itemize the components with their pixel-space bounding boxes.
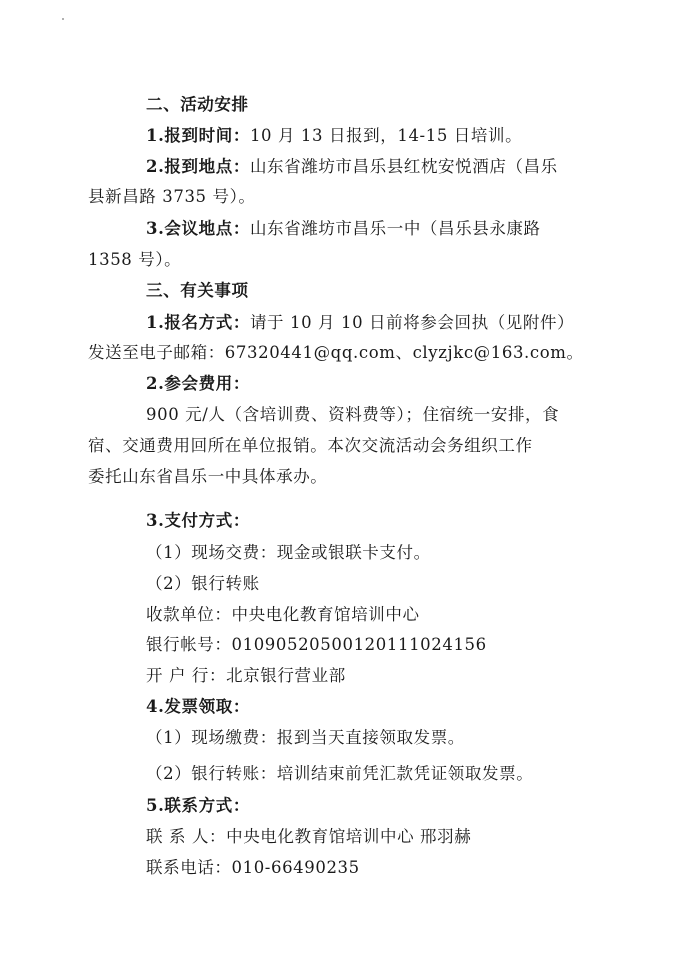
fee-label: 2.参会费用：: [146, 374, 250, 393]
contact-phone-line: 联系电话：010-66490235: [146, 858, 360, 877]
venue-value: 山东省潍坊市昌乐一中（昌乐县永康路: [249, 219, 541, 238]
payment-option-1: （1）现场交费：现金或银联卡支付。: [146, 543, 431, 562]
bank-line: 开 户 行：北京银行营业部: [146, 666, 346, 685]
scan-speck: [62, 18, 64, 20]
report-place-value-cont: 县新昌路 3735 号）。: [88, 187, 256, 206]
signup-label: 1.报名方式：: [146, 313, 250, 332]
signup-value: 请于 10 月 10 日前将参会回执（见附件）: [249, 313, 575, 332]
report-place-label: 2.报到地点：: [146, 157, 250, 176]
contact-person-line: 联 系 人：中央电化教育馆培训中心 邢羽赫: [146, 827, 472, 846]
payment-option-2: （2）银行转账: [146, 574, 260, 593]
report-time-line: [146, 125, 522, 147]
report-place-line: [146, 156, 558, 178]
signup-email-line: 发送至电子邮箱：67320441@qq.com、clyzjkc@163.com。: [88, 343, 584, 362]
venue-value-cont: 1358 号）。: [88, 250, 182, 269]
section-3-heading: 三、有关事项: [146, 281, 249, 300]
fee-line-2: 宿、交通费用回所在单位报销。本次交流活动会务组织工作: [88, 436, 533, 455]
invoice-option-2: （2）银行转账：培训结束前凭汇款凭证领取发票。: [146, 764, 534, 783]
venue-label: 3.会议地点：: [146, 219, 250, 238]
venue-line: [146, 218, 541, 240]
invoice-label: 4.发票领取：: [146, 697, 250, 716]
account-line: 银行帐号：01090520500120111024156: [146, 635, 487, 654]
report-place-value: 山东省潍坊市昌乐县红枕安悦酒店（昌乐: [249, 157, 558, 176]
contact-label: 5.联系方式：: [146, 796, 250, 815]
fee-line-3: 委托山东省昌乐一中具体承办。: [88, 467, 328, 486]
signup-line: [146, 312, 574, 334]
report-time-value: 10 月 13 日报到，14-15 日培训。: [249, 126, 523, 145]
section-2-heading: 二、活动安排: [146, 95, 249, 114]
report-time-label: 1.报到时间：: [146, 126, 250, 145]
payment-label: 3.支付方式：: [146, 511, 250, 530]
fee-line-1: 900 元/人（含培训费、资料费等）；住宿统一安排，食: [146, 405, 560, 424]
payee-line: 收款单位：中央电化教育馆培训中心: [146, 605, 420, 624]
invoice-option-1: （1）现场缴费：报到当天直接领取发票。: [146, 728, 465, 747]
